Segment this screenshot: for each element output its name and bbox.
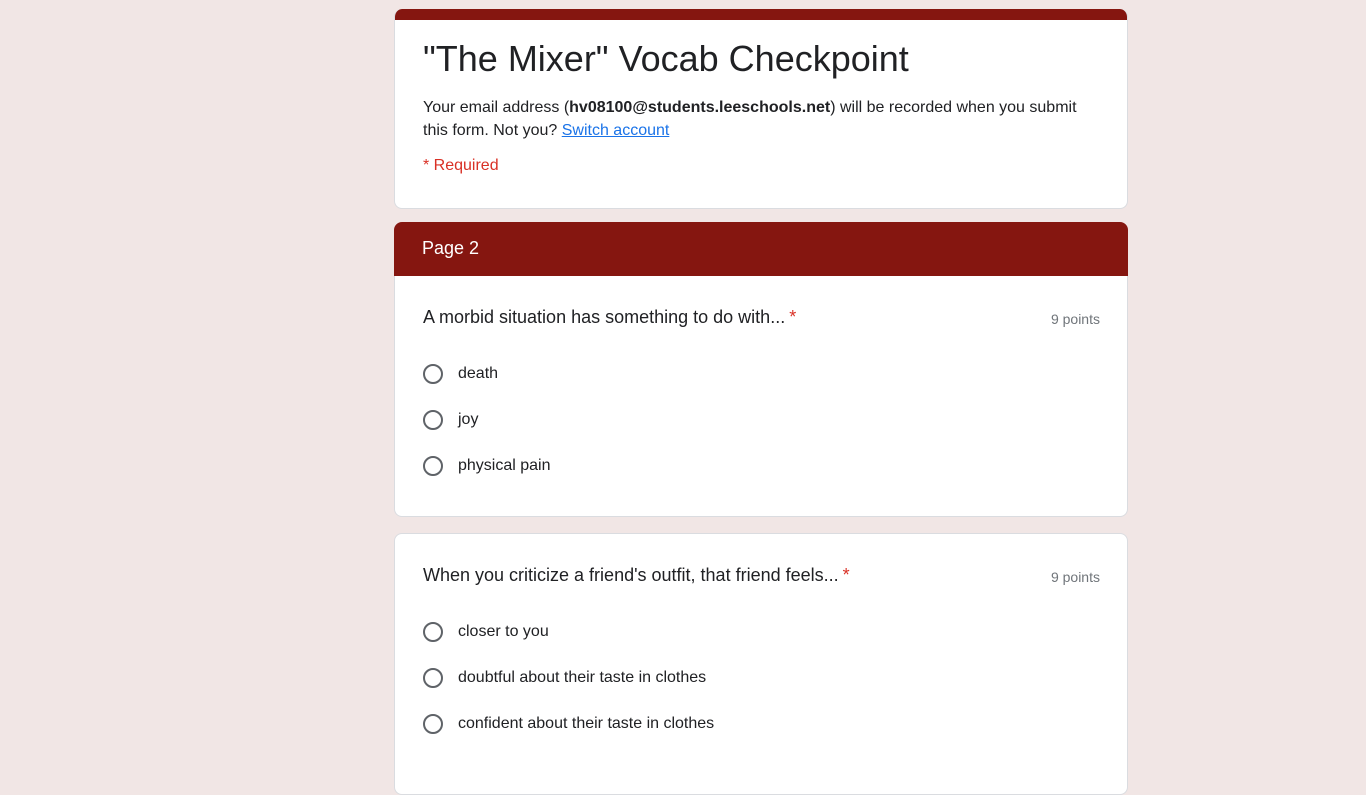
question-title (423, 563, 850, 587)
radio-button-icon[interactable] (423, 456, 443, 476)
question-text: When you criticize a friend's outfit, that friend feels... (423, 565, 839, 585)
radio-button-icon[interactable] (423, 668, 443, 688)
radio-option[interactable] (423, 619, 549, 645)
question-text: A morbid situation has something to do with... (423, 307, 786, 327)
question-title (423, 305, 796, 329)
option-label[interactable]: confident about their taste in clothes (458, 715, 715, 732)
section-title: Page 2 (422, 238, 480, 258)
header-accent-bar (394, 9, 1128, 20)
radio-option[interactable] (423, 361, 498, 387)
switch-account-link[interactable]: Switch account (561, 122, 670, 139)
user-email: hv08100@students.leeschools.net (569, 99, 831, 116)
option-label[interactable]: physical pain (458, 457, 551, 474)
required-asterisk: * (789, 307, 797, 327)
option-label[interactable]: joy (458, 411, 479, 428)
question-card-1 (394, 276, 1128, 517)
email-notice (423, 96, 1103, 142)
question-points: 9 points (1050, 311, 1100, 327)
radio-option[interactable] (423, 665, 706, 691)
required-asterisk: * (842, 565, 850, 585)
option-label[interactable]: closer to you (458, 623, 549, 640)
question-card-2 (394, 533, 1128, 795)
section-header (394, 222, 1128, 277)
radio-option[interactable] (423, 453, 551, 479)
email-notice-prefix: Your email address ( (423, 99, 570, 116)
email-notice-suffix: ) will be recorded when you submit this form. Not you? (423, 99, 1077, 139)
option-label[interactable]: death (458, 365, 499, 382)
required-note: * Required (423, 157, 499, 174)
option-label[interactable]: doubtful about their taste in clothes (458, 669, 707, 686)
form-title: "The Mixer" Vocab Checkpoint (423, 38, 909, 79)
question-points: 9 points (1050, 569, 1100, 585)
radio-option[interactable] (423, 711, 714, 737)
radio-button-icon[interactable] (423, 714, 443, 734)
form-header-card (394, 9, 1128, 209)
radio-button-icon[interactable] (423, 364, 443, 384)
radio-option[interactable] (423, 407, 478, 433)
radio-button-icon[interactable] (423, 622, 443, 642)
radio-button-icon[interactable] (423, 410, 443, 430)
